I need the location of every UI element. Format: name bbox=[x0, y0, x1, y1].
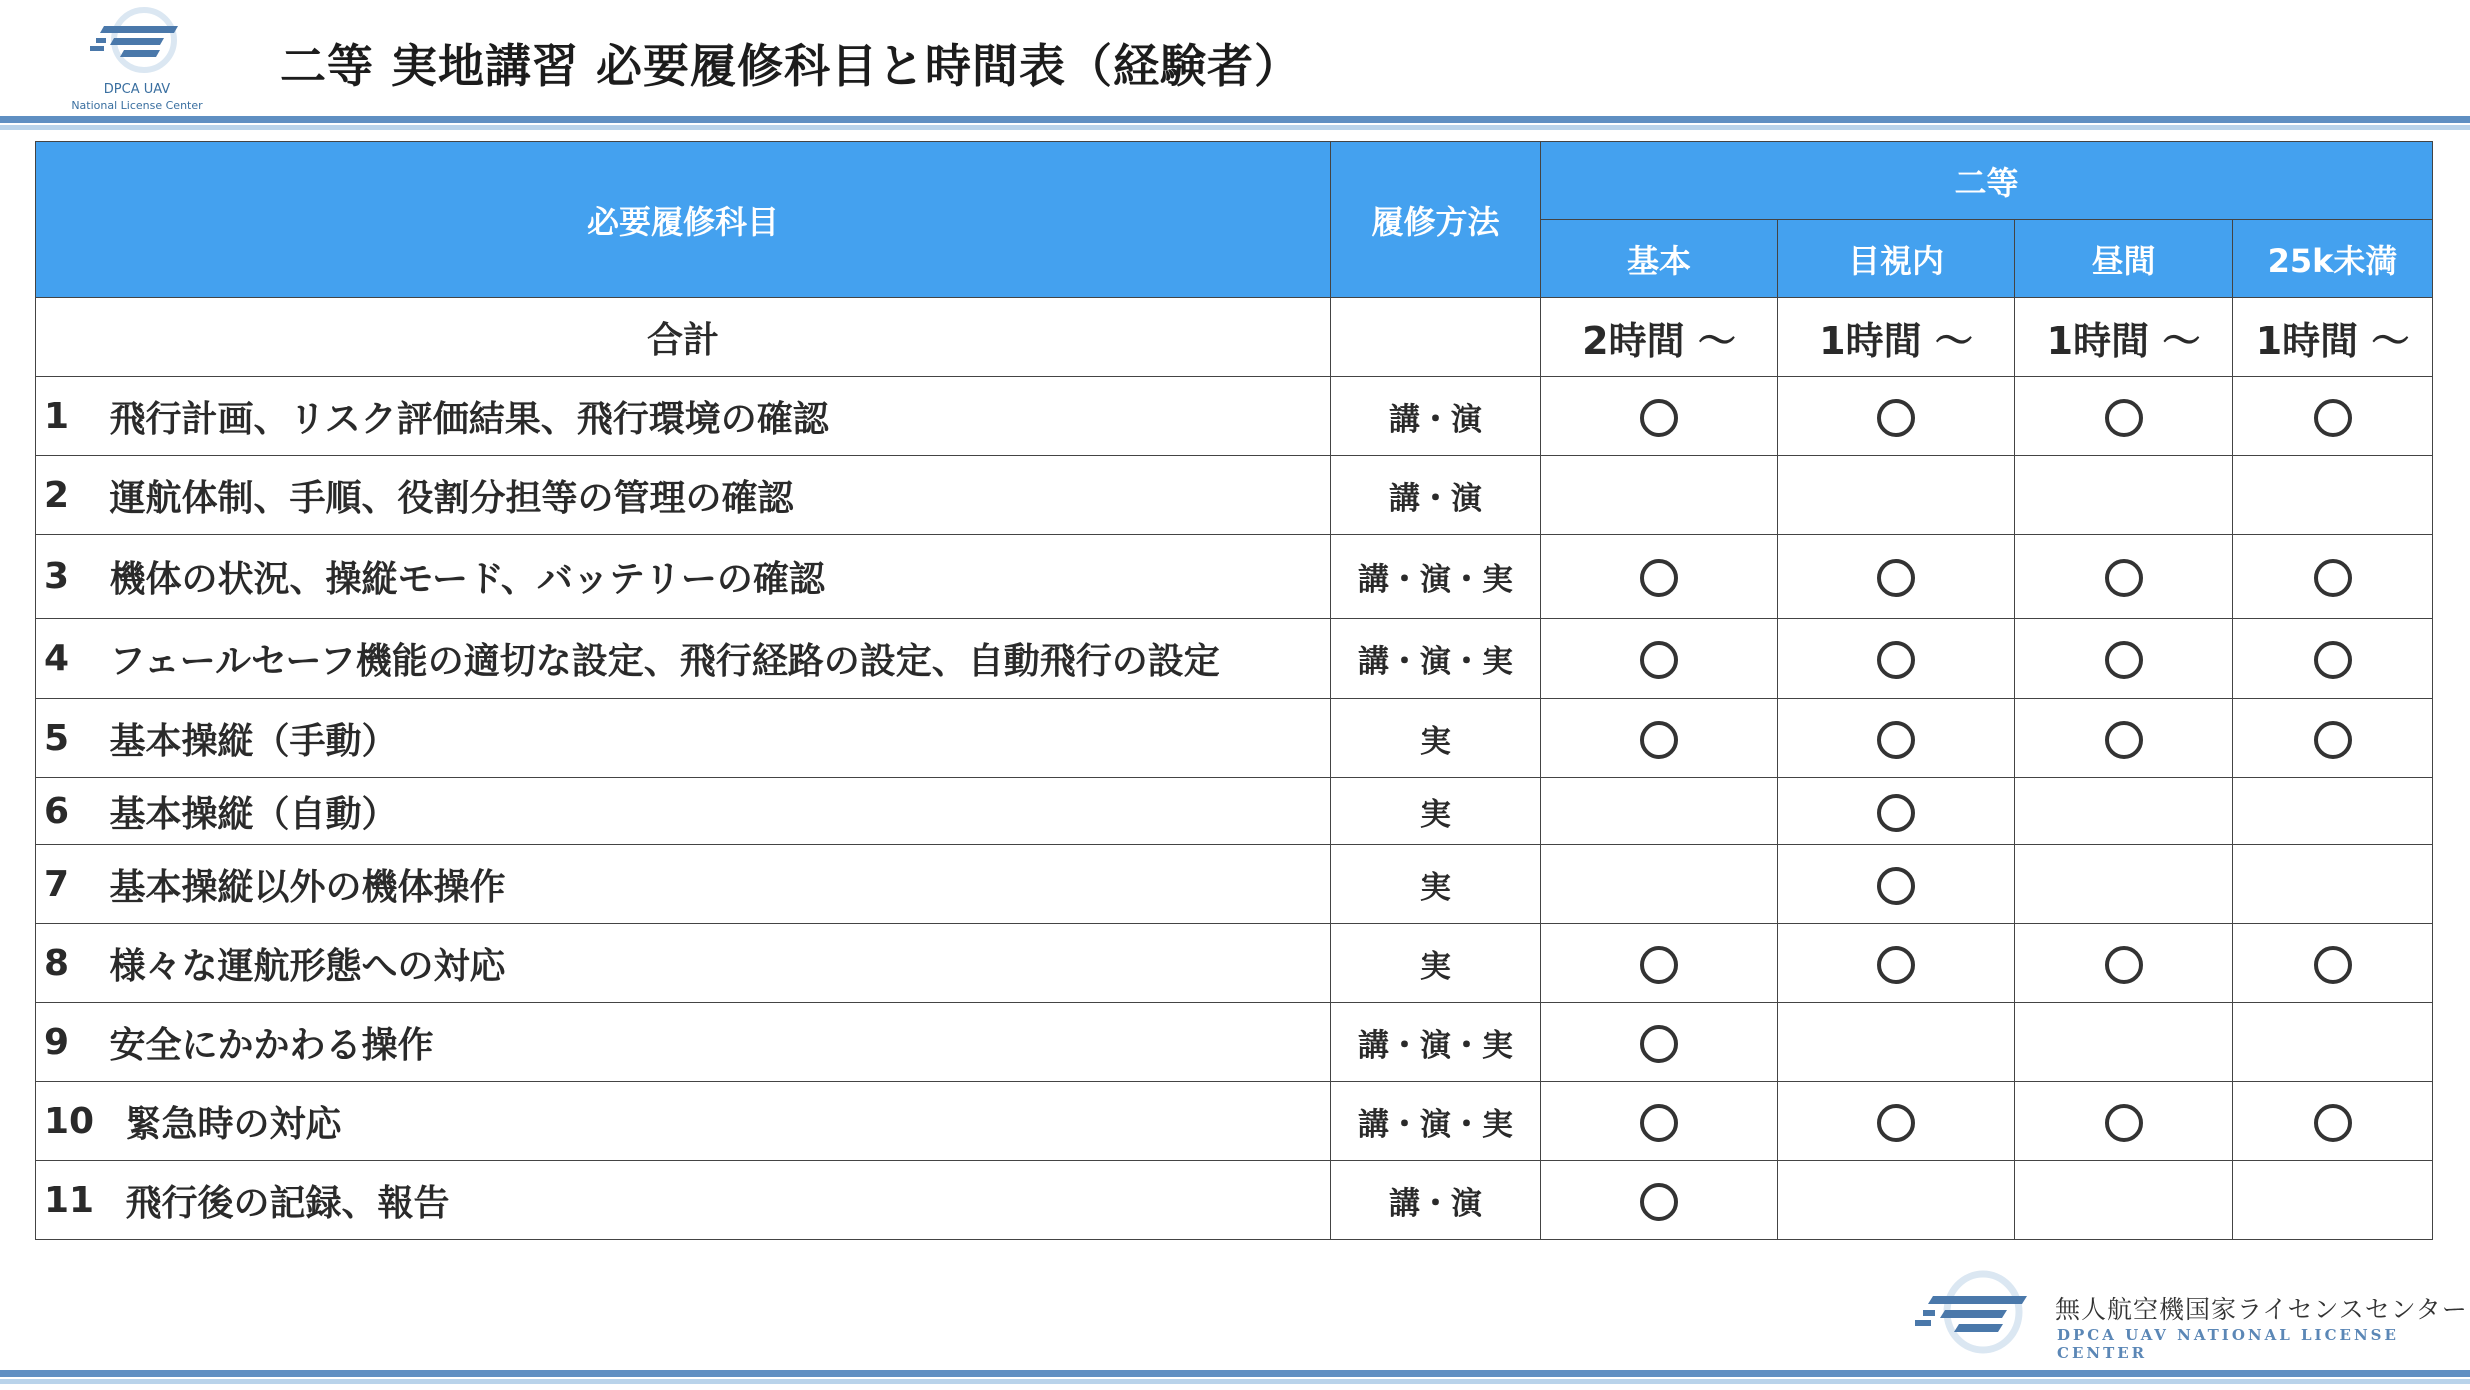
circle-mark-icon bbox=[1640, 946, 1678, 984]
row-mark-cell bbox=[2015, 845, 2233, 924]
circle-mark-icon bbox=[1640, 641, 1678, 679]
circle-mark-icon bbox=[2105, 946, 2143, 984]
circle-mark-icon bbox=[1877, 559, 1915, 597]
row-subject: 様々な運航形態への対応 bbox=[110, 924, 1331, 1003]
row-method: 講・演 bbox=[1331, 377, 1541, 456]
table-row bbox=[36, 699, 2433, 778]
circle-mark-icon bbox=[1640, 559, 1678, 597]
footer-rule-light bbox=[0, 1379, 2470, 1384]
total-hours-daytime: 1時間 〜 bbox=[2015, 298, 2233, 377]
dpca-logo-icon bbox=[1915, 1270, 2035, 1358]
row-mark-cell bbox=[2233, 1082, 2433, 1161]
row-method: 講・演・実 bbox=[1331, 1082, 1541, 1161]
row-mark-cell bbox=[2015, 1003, 2233, 1082]
row-mark-cell bbox=[2015, 1082, 2233, 1161]
header-rule-light bbox=[0, 125, 2470, 130]
circle-mark-icon bbox=[1640, 399, 1678, 437]
circle-mark-icon bbox=[2314, 946, 2352, 984]
row-mark-cell bbox=[2233, 535, 2433, 619]
row-mark-cell bbox=[2233, 377, 2433, 456]
row-mark-cell bbox=[1541, 699, 1778, 778]
logo-top bbox=[62, 6, 212, 112]
table-row bbox=[36, 1003, 2433, 1082]
header-visual: 目視内 bbox=[1778, 220, 2015, 298]
row-method: 実 bbox=[1331, 699, 1541, 778]
row-number: 1 bbox=[36, 377, 110, 456]
curriculum-table bbox=[35, 141, 2433, 1240]
row-mark-cell bbox=[1778, 535, 2015, 619]
row-number: 10 bbox=[36, 1082, 110, 1161]
row-method: 実 bbox=[1331, 924, 1541, 1003]
row-number: 9 bbox=[36, 1003, 110, 1082]
circle-mark-icon bbox=[1640, 721, 1678, 759]
row-number: 2 bbox=[36, 456, 110, 535]
circle-mark-icon bbox=[2314, 399, 2352, 437]
header-daytime: 昼間 bbox=[2015, 220, 2233, 298]
row-mark-cell bbox=[2015, 1161, 2233, 1240]
row-mark-cell bbox=[2233, 456, 2433, 535]
footer-rule-dark bbox=[0, 1370, 2470, 1377]
page-title: 二等 実地講習 必要履修科目と時間表（経験者） bbox=[280, 39, 1302, 93]
row-number: 6 bbox=[36, 778, 110, 845]
row-mark-cell bbox=[1778, 778, 2015, 845]
row-mark-cell bbox=[2015, 377, 2233, 456]
circle-mark-icon bbox=[2314, 641, 2352, 679]
circle-mark-icon bbox=[1877, 867, 1915, 905]
circle-mark-icon bbox=[2105, 721, 2143, 759]
logo-line-2: National License Center bbox=[71, 99, 203, 112]
table-row bbox=[36, 845, 2433, 924]
circle-mark-icon bbox=[1877, 1104, 1915, 1142]
circle-mark-icon bbox=[2105, 399, 2143, 437]
circle-mark-icon bbox=[1640, 1183, 1678, 1221]
row-method: 講・演 bbox=[1331, 456, 1541, 535]
row-mark-cell bbox=[2015, 619, 2233, 699]
header-rule-dark bbox=[0, 116, 2470, 123]
circle-mark-icon bbox=[1877, 794, 1915, 832]
row-mark-cell bbox=[1541, 535, 1778, 619]
row-mark-cell bbox=[2233, 778, 2433, 845]
circle-mark-icon bbox=[1877, 946, 1915, 984]
row-subject: 基本操縦以外の機体操作 bbox=[110, 845, 1331, 924]
row-subject: 運航体制、手順、役割分担等の管理の確認 bbox=[110, 456, 1331, 535]
row-mark-cell bbox=[2015, 535, 2233, 619]
row-subject: 飛行計画、リスク評価結果、飛行環境の確認 bbox=[110, 377, 1331, 456]
circle-mark-icon bbox=[1640, 1104, 1678, 1142]
row-mark-cell bbox=[1778, 699, 2015, 778]
total-label: 合計 bbox=[36, 298, 1331, 377]
footer-org-en: DPCA UAV NATIONAL LICENSE CENTER bbox=[2057, 1326, 2399, 1362]
row-mark-cell bbox=[2015, 699, 2233, 778]
row-number: 8 bbox=[36, 924, 110, 1003]
row-method: 講・演・実 bbox=[1331, 619, 1541, 699]
row-method: 講・演 bbox=[1331, 1161, 1541, 1240]
table-row bbox=[36, 619, 2433, 699]
total-hours-basic: 2時間 〜 bbox=[1541, 298, 1778, 377]
row-number: 5 bbox=[36, 699, 110, 778]
total-hours-visual: 1時間 〜 bbox=[1778, 298, 2015, 377]
row-mark-cell bbox=[2233, 619, 2433, 699]
header-basic: 基本 bbox=[1541, 220, 1778, 298]
footer-org-jp: 無人航空機国家ライセンスセンター bbox=[2055, 1295, 2468, 1324]
row-mark-cell bbox=[1778, 924, 2015, 1003]
row-number: 4 bbox=[36, 619, 110, 699]
total-method-empty bbox=[1331, 298, 1541, 377]
circle-mark-icon bbox=[2105, 641, 2143, 679]
circle-mark-icon bbox=[1877, 399, 1915, 437]
row-subject: 基本操縦（手動） bbox=[110, 699, 1331, 778]
table-row bbox=[36, 778, 2433, 845]
row-mark-cell bbox=[1541, 1003, 1778, 1082]
row-subject: 緊急時の対応 bbox=[110, 1082, 1331, 1161]
row-mark-cell bbox=[1541, 1161, 1778, 1240]
table-row bbox=[36, 377, 2433, 456]
circle-mark-icon bbox=[1877, 721, 1915, 759]
row-mark-cell bbox=[1778, 456, 2015, 535]
circle-mark-icon bbox=[2314, 721, 2352, 759]
logo-line-1: DPCA UAV bbox=[103, 82, 171, 97]
table-row bbox=[36, 535, 2433, 619]
circle-mark-icon bbox=[2314, 559, 2352, 597]
row-mark-cell bbox=[1541, 778, 1778, 845]
row-method: 実 bbox=[1331, 845, 1541, 924]
row-mark-cell bbox=[2233, 845, 2433, 924]
row-mark-cell bbox=[1541, 845, 1778, 924]
row-subject: 飛行後の記録、報告 bbox=[110, 1161, 1331, 1240]
header-under-25kg: 25k未満 bbox=[2233, 220, 2433, 298]
logo-bottom bbox=[1915, 1270, 2035, 1358]
table-row bbox=[36, 1161, 2433, 1240]
header-method: 履修方法 bbox=[1331, 142, 1541, 298]
row-mark-cell bbox=[1541, 377, 1778, 456]
header-subject: 必要履修科目 bbox=[36, 142, 1331, 298]
row-mark-cell bbox=[1778, 1003, 2015, 1082]
row-subject: 基本操縦（自動） bbox=[110, 778, 1331, 845]
total-row bbox=[36, 298, 2433, 377]
circle-mark-icon bbox=[2105, 559, 2143, 597]
row-mark-cell bbox=[2015, 924, 2233, 1003]
row-number: 3 bbox=[36, 535, 110, 619]
row-mark-cell bbox=[2233, 1003, 2433, 1082]
row-mark-cell bbox=[1778, 845, 2015, 924]
table-row bbox=[36, 924, 2433, 1003]
row-mark-cell bbox=[2015, 778, 2233, 845]
header-group: 二等 bbox=[1541, 142, 2433, 220]
row-mark-cell bbox=[1778, 619, 2015, 699]
row-subject: 機体の状況、操縦モード、バッテリーの確認 bbox=[110, 535, 1331, 619]
row-mark-cell bbox=[1541, 456, 1778, 535]
row-number: 7 bbox=[36, 845, 110, 924]
row-method: 講・演・実 bbox=[1331, 1003, 1541, 1082]
row-subject: 安全にかかわる操作 bbox=[110, 1003, 1331, 1082]
table-row bbox=[36, 1082, 2433, 1161]
row-mark-cell bbox=[1778, 1161, 2015, 1240]
row-method: 実 bbox=[1331, 778, 1541, 845]
row-number: 11 bbox=[36, 1161, 110, 1240]
circle-mark-icon bbox=[2314, 1104, 2352, 1142]
circle-mark-icon bbox=[1877, 641, 1915, 679]
row-mark-cell bbox=[1541, 1082, 1778, 1161]
row-mark-cell bbox=[2233, 924, 2433, 1003]
table-row bbox=[36, 456, 2433, 535]
row-mark-cell bbox=[1778, 377, 2015, 456]
row-mark-cell bbox=[2233, 699, 2433, 778]
row-mark-cell bbox=[2233, 1161, 2433, 1240]
dpca-logo-icon bbox=[90, 6, 186, 80]
row-method: 講・演・実 bbox=[1331, 535, 1541, 619]
row-mark-cell bbox=[2015, 456, 2233, 535]
circle-mark-icon bbox=[1640, 1025, 1678, 1063]
row-subject: フェールセーフ機能の適切な設定、飛行経路の設定、自動飛行の設定 bbox=[110, 619, 1331, 699]
total-hours-under-25kg: 1時間 〜 bbox=[2233, 298, 2433, 377]
row-mark-cell bbox=[1541, 619, 1778, 699]
row-mark-cell bbox=[1541, 924, 1778, 1003]
circle-mark-icon bbox=[2105, 1104, 2143, 1142]
row-mark-cell bbox=[1778, 1082, 2015, 1161]
